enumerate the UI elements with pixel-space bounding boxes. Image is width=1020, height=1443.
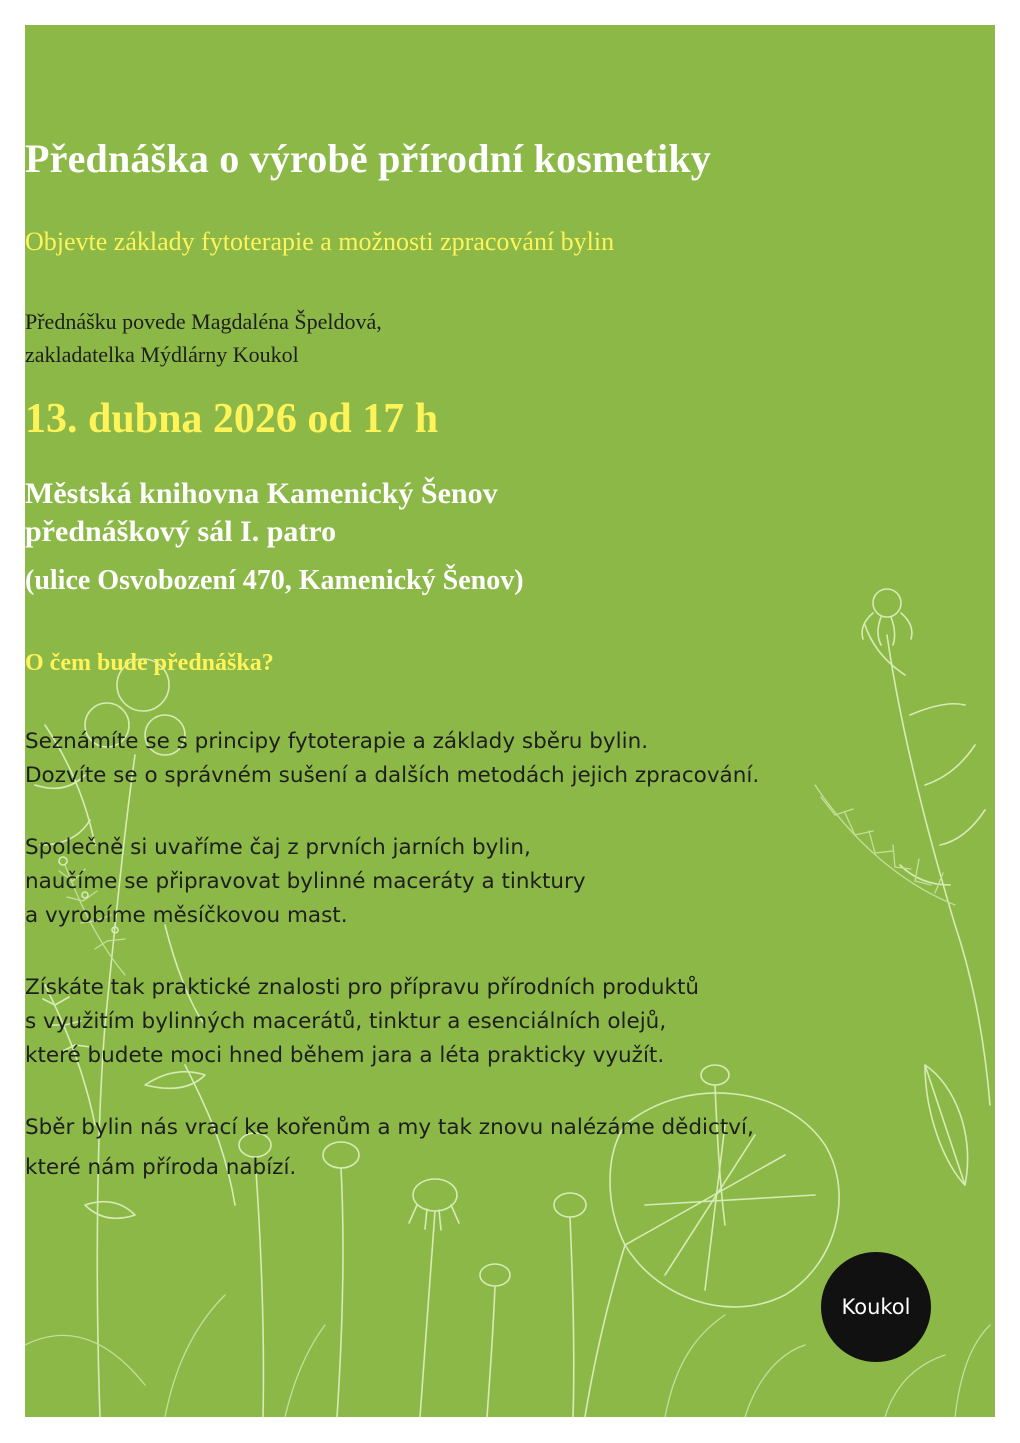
event-poster: [25, 25, 995, 1417]
event-subtitle: Objevte základy fytoterapie a možnosti zpracování bylin: [25, 227, 615, 256]
paragraph-line: Společně si uvaříme čaj z prvních jarních bylin,: [25, 835, 531, 860]
venue-line: přednáškový sál I. patro: [25, 515, 337, 548]
lecturer-info: [25, 305, 995, 371]
paragraph-line: Dozvíte se o správném sušení a dalších metodách jejich zpracování.: [25, 763, 760, 788]
paragraph-line: Seznámíte se s principy fytoterapie a základy sběru bylin.: [25, 729, 649, 754]
program-heading: O čem bude přednáška?: [25, 650, 274, 676]
venue-line: Městská knihovna Kamenický Šenov: [25, 477, 498, 510]
paragraph-line: Sběr bylin nás vrací ke kořenům a my tak znovu nalézáme dědictví,: [25, 1115, 754, 1140]
event-venue: [25, 475, 995, 551]
paragraph-line: Získáte tak praktické znalosti pro přípravu přírodních produktů: [25, 975, 700, 1000]
lecturer-line: Přednášku povede Magdaléna Špeldová,: [25, 309, 382, 334]
event-title: Přednáška o výrobě přírodní kosmetiky: [25, 136, 711, 181]
paragraph-line: které nám příroda nabízí.: [25, 1155, 297, 1180]
lecturer-line: zakladatelka Mýdlárny Koukol: [25, 342, 299, 367]
program-paragraph: [25, 831, 995, 933]
program-paragraph: [25, 971, 995, 1073]
paragraph-line: naučíme se připravovat bylinné maceráty a tinktury: [25, 869, 586, 894]
koukol-logo: Koukol: [821, 1252, 931, 1362]
paragraph-line: které budete moci hned během jara a léta prakticky využít.: [25, 1043, 665, 1068]
program-paragraph: [25, 1108, 995, 1188]
event-date: 13. dubna 2026 od 17 h: [25, 396, 439, 442]
program-paragraph: [25, 725, 995, 793]
event-address: (ulice Osvobození 470, Kamenický Šenov): [25, 565, 524, 596]
paragraph-line: s využitím bylinných macerátů, tinktur a esenciálních olejů,: [25, 1009, 667, 1034]
paragraph-line: a vyrobíme měsíčkovou mast.: [25, 903, 348, 928]
